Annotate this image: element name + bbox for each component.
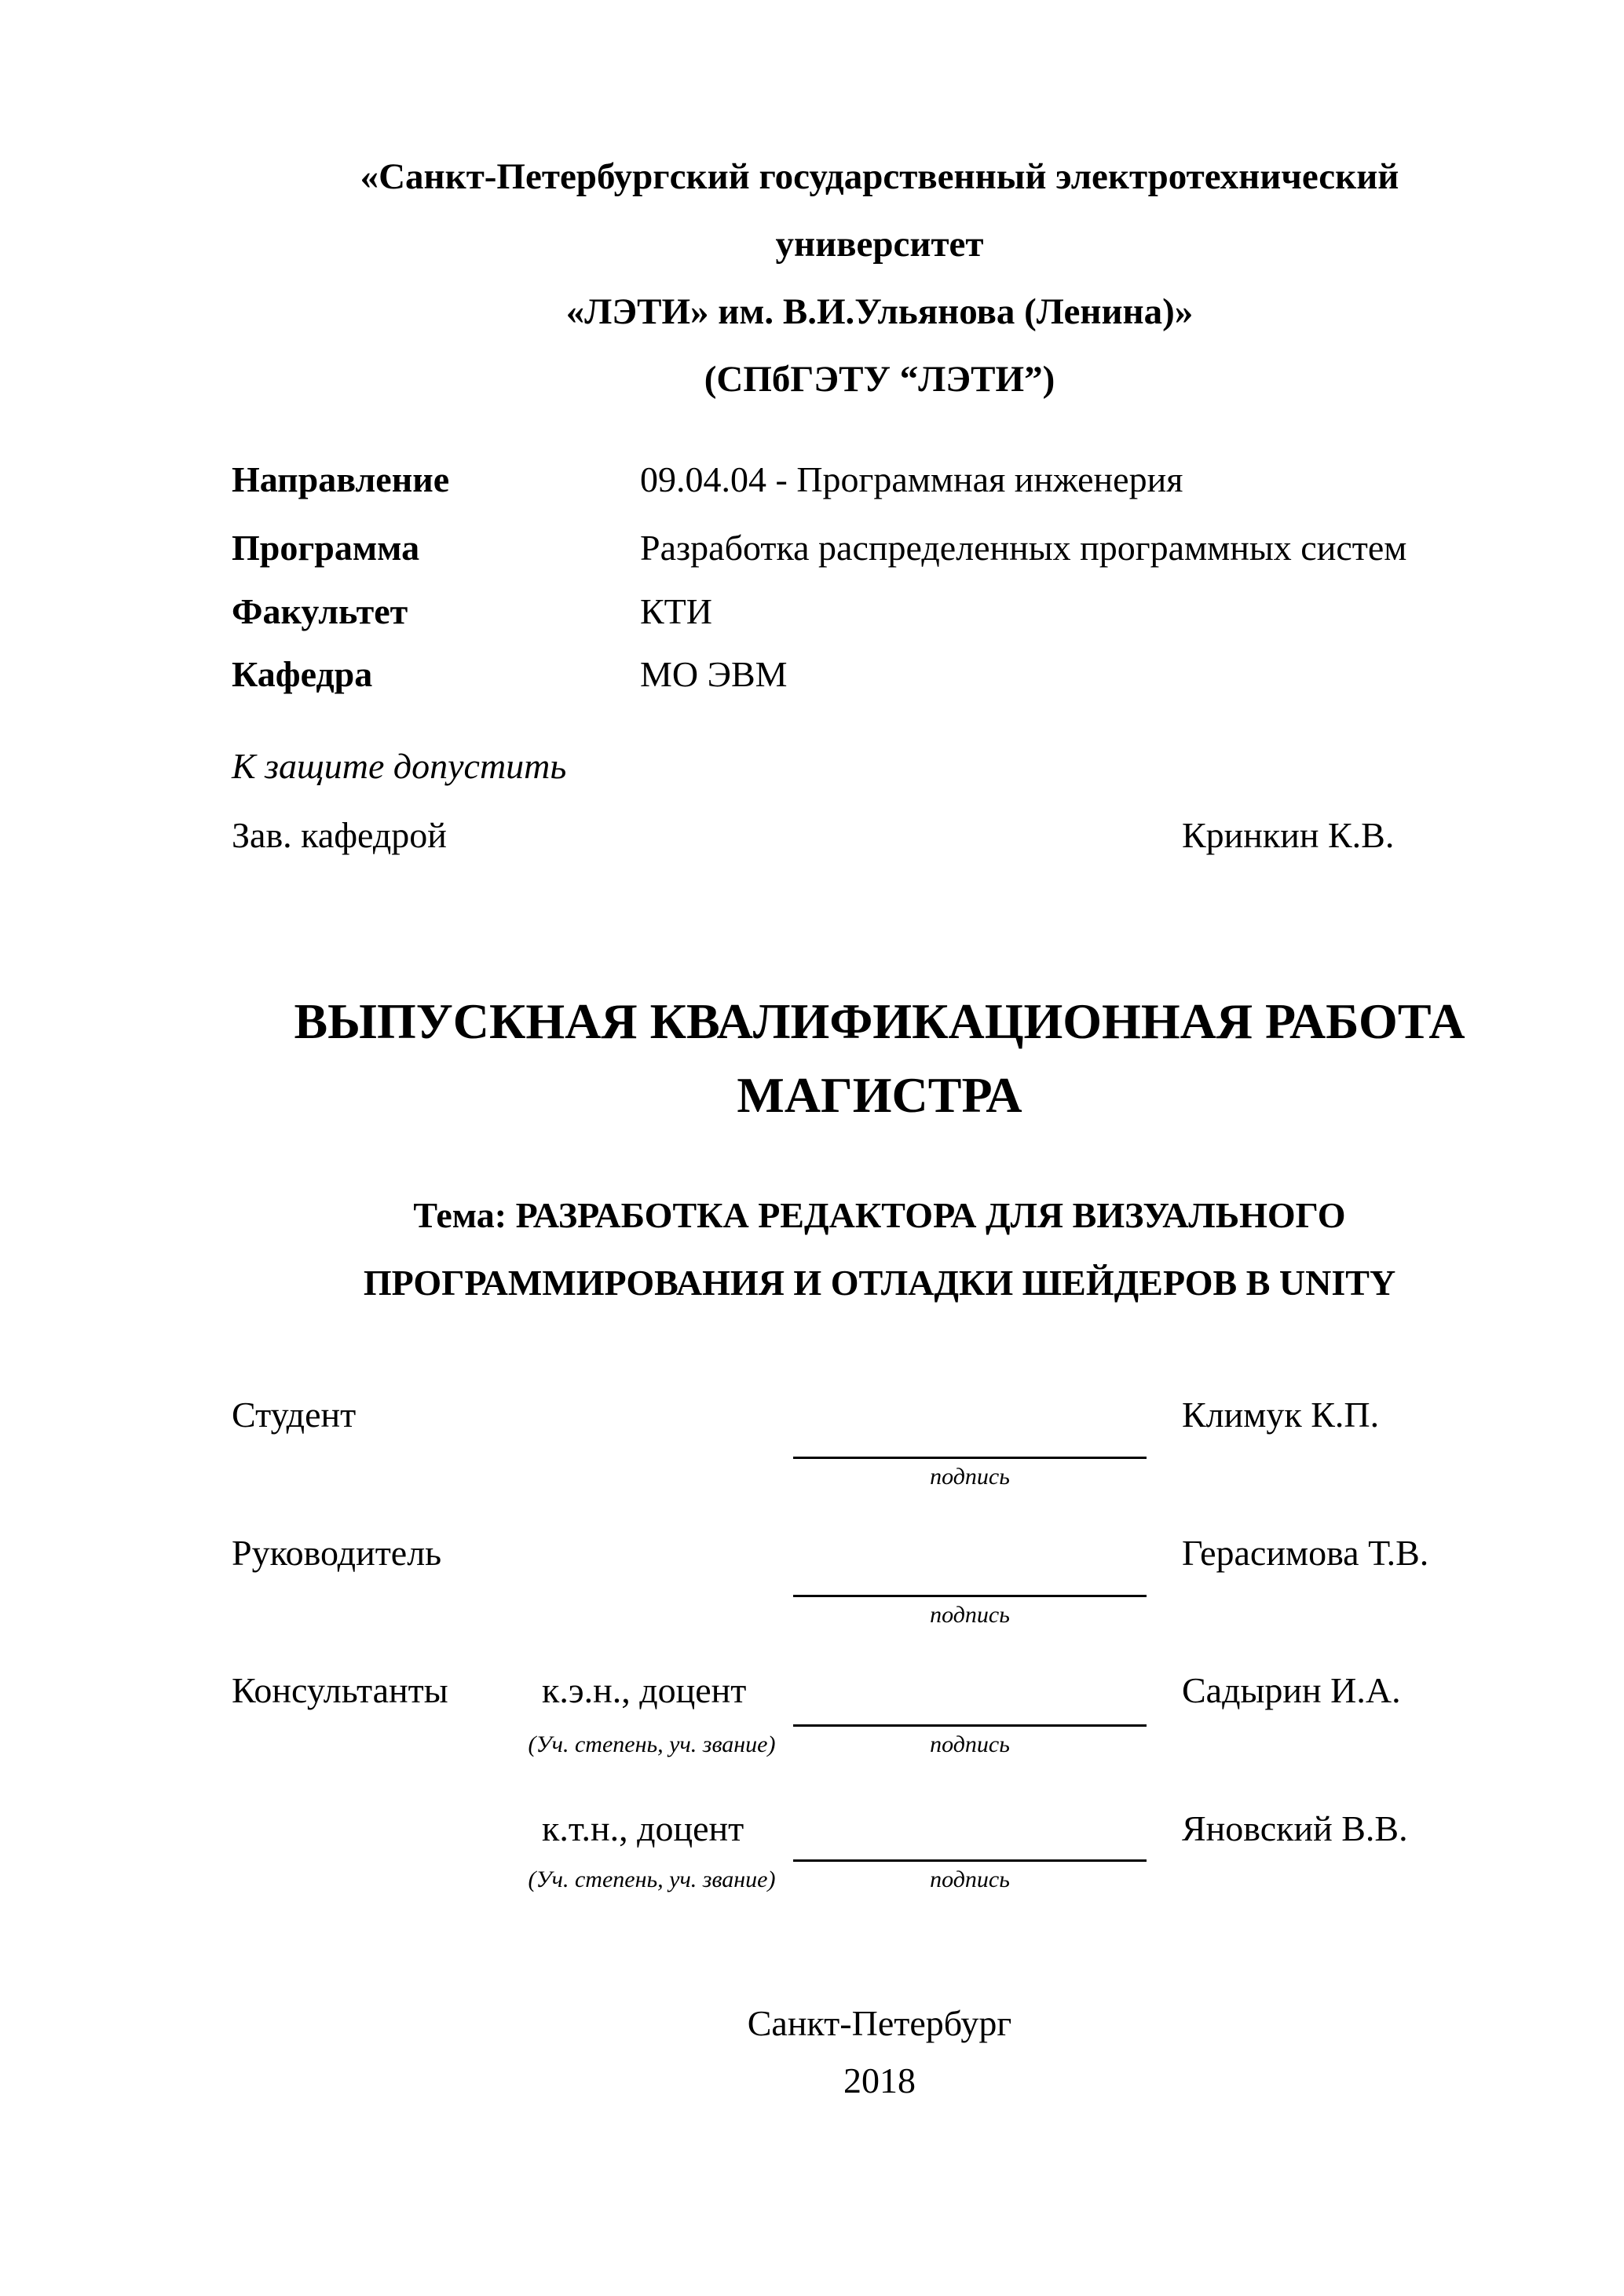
signing-name-student: Климук К.П. xyxy=(1182,1395,1380,1435)
signing-role-student: Студент xyxy=(232,1395,357,1435)
field-label-program: Программа xyxy=(232,528,420,568)
degree-caption: (Уч. степень, уч. звание) xyxy=(528,1866,776,1892)
field-value-faculty: КТИ xyxy=(640,591,712,631)
signing-name-consultant-2: Яновский В.В. xyxy=(1182,1808,1408,1848)
university-header-line: университет xyxy=(775,224,984,265)
signing-role-supervisor: Руководитель xyxy=(232,1533,442,1573)
signature-caption: подпись xyxy=(930,1602,1010,1628)
signature-caption: подпись xyxy=(930,1464,1010,1490)
signature-line xyxy=(793,1595,1147,1597)
university-header-line: (СПбГЭТУ “ЛЭТИ”) xyxy=(704,359,1055,400)
signing-degree-consultant-2: к.т.н., доцент xyxy=(542,1808,744,1848)
field-label-department: Кафедра xyxy=(232,654,373,694)
field-value-department: МО ЭВМ xyxy=(640,654,788,694)
signature-caption: подпись xyxy=(930,1731,1010,1757)
degree-caption: (Уч. степень, уч. звание) xyxy=(528,1731,776,1757)
thesis-theme-line: ПРОГРАММИРОВАНИЯ И ОТЛАДКИ ШЕЙДЕРОВ В UNITY xyxy=(363,1263,1396,1303)
thesis-title-line: ВЫПУСКНАЯ КВАЛИФИКАЦИОННАЯ РАБОТА xyxy=(294,993,1465,1049)
footer-city: Санкт-Петербург xyxy=(747,2003,1012,2043)
admission-name: Кринкин К.В. xyxy=(1182,815,1395,855)
signature-caption: подпись xyxy=(930,1866,1010,1892)
signing-name-consultant-1: Садырин И.А. xyxy=(1182,1670,1401,1710)
university-header-line: «Санкт-Петербургский государственный электротехнический xyxy=(360,156,1399,197)
signature-line xyxy=(793,1859,1147,1862)
footer-year: 2018 xyxy=(843,2060,916,2100)
field-value-program: Разработка распределенных программных систем xyxy=(640,528,1407,568)
signature-line xyxy=(793,1724,1147,1727)
field-value-direction: 09.04.04 - Программная инженерия xyxy=(640,459,1183,499)
thesis-title xyxy=(232,985,1527,1132)
signing-degree-consultant-1: к.э.н., доцент xyxy=(542,1670,747,1710)
university-header xyxy=(232,143,1527,413)
field-label-direction: Направление xyxy=(232,459,450,499)
thesis-title-line: МАГИСТРА xyxy=(737,1067,1022,1123)
thesis-theme xyxy=(232,1182,1527,1317)
signing-name-supervisor: Герасимова Т.В. xyxy=(1182,1533,1429,1573)
field-label-faculty: Факультет xyxy=(232,591,408,631)
admission-statement: К защите допустить xyxy=(232,746,567,786)
thesis-theme-line: Тема: РАЗРАБОТКА РЕДАКТОРА ДЛЯ ВИЗУАЛЬНОГО xyxy=(413,1195,1346,1235)
signing-role-consultants: Консультанты xyxy=(232,1670,448,1710)
admission-role: Зав. кафедрой xyxy=(232,815,447,855)
university-header-line: «ЛЭТИ» им. В.И.Ульянова (Ленина)» xyxy=(565,291,1194,332)
signature-line xyxy=(793,1457,1147,1459)
